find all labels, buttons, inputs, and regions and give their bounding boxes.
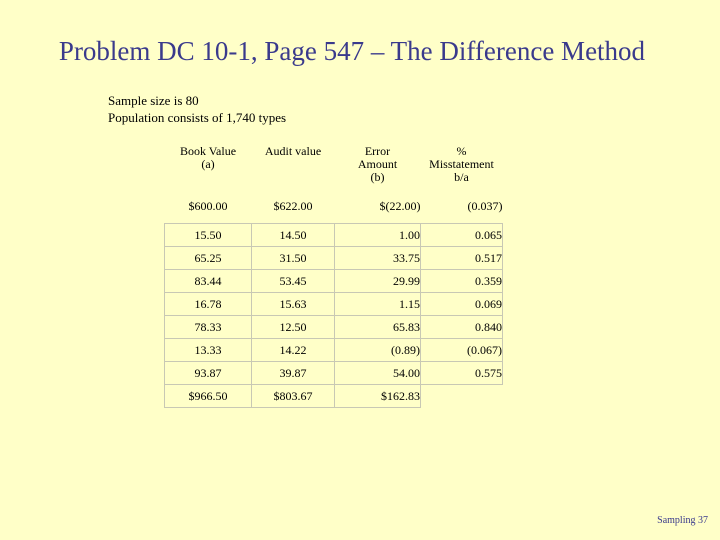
table-row	[165, 293, 503, 316]
book-value-cell: 78.33	[165, 316, 252, 339]
table-row	[165, 224, 503, 247]
error-amount-cell: $(22.00)	[379, 199, 421, 213]
audit-value-cell: 12.50	[252, 316, 335, 339]
table-header-row	[165, 141, 503, 193]
slide-title: Problem DC 10-1, Page 547 – The Difference Method	[58, 36, 646, 66]
table-row	[165, 193, 503, 224]
population-line: Population consists of 1,740 types	[108, 110, 287, 125]
table-row	[165, 270, 503, 293]
misstatement-cell: 0.359	[421, 270, 503, 293]
error-amount-cell: 54.00	[335, 362, 421, 385]
book-value-cell: $600.00	[188, 199, 228, 213]
audit-value-cell: 14.50	[252, 224, 335, 247]
audit-value-cell: 39.87	[252, 362, 335, 385]
error-amount-cell: (0.89)	[335, 339, 421, 362]
header-error-amount: Error Amount (b)	[357, 144, 398, 184]
audit-value-total: $803.67	[252, 385, 335, 408]
table-row	[165, 247, 503, 270]
table-row	[165, 362, 503, 385]
table-row	[165, 316, 503, 339]
table-row	[165, 339, 503, 362]
book-value-cell: 65.25	[165, 247, 252, 270]
slide-footer: Sampling 37	[657, 515, 708, 526]
error-amount-cell: 29.99	[335, 270, 421, 293]
empty-cell	[421, 385, 503, 408]
misstatement-cell: (0.037)	[467, 199, 503, 213]
misstatement-cell: (0.067)	[421, 339, 503, 362]
book-value-total: $966.50	[165, 385, 252, 408]
intro-text	[108, 92, 286, 126]
misstatement-cell: 0.575	[421, 362, 503, 385]
book-value-cell: 83.44	[165, 270, 252, 293]
book-value-cell: 13.33	[165, 339, 252, 362]
misstatement-cell: 0.065	[421, 224, 503, 247]
book-value-cell: 93.87	[165, 362, 252, 385]
error-amount-cell: 65.83	[335, 316, 421, 339]
header-misstatement-pct: % Misstatement b/a	[429, 144, 494, 184]
audit-value-cell: 31.50	[252, 247, 335, 270]
error-amount-cell: 1.00	[335, 224, 421, 247]
book-value-cell: 16.78	[165, 293, 252, 316]
header-audit-value: Audit value	[264, 144, 322, 158]
error-amount-cell: 33.75	[335, 247, 421, 270]
misstatement-cell: 0.840	[421, 316, 503, 339]
misstatement-cell: 0.517	[421, 247, 503, 270]
misstatement-cell: 0.069	[421, 293, 503, 316]
error-amount-total: $162.83	[335, 385, 421, 408]
difference-method-table	[164, 141, 503, 408]
totals-row	[165, 385, 503, 408]
audit-value-cell: 53.45	[252, 270, 335, 293]
error-amount-cell: 1.15	[335, 293, 421, 316]
book-value-cell: 15.50	[165, 224, 252, 247]
sample-size-line: Sample size is 80	[108, 93, 199, 108]
audit-value-cell: 14.22	[252, 339, 335, 362]
audit-value-cell: $622.00	[273, 199, 313, 213]
header-book-value: Book Value (a)	[179, 144, 237, 171]
audit-value-cell: 15.63	[252, 293, 335, 316]
